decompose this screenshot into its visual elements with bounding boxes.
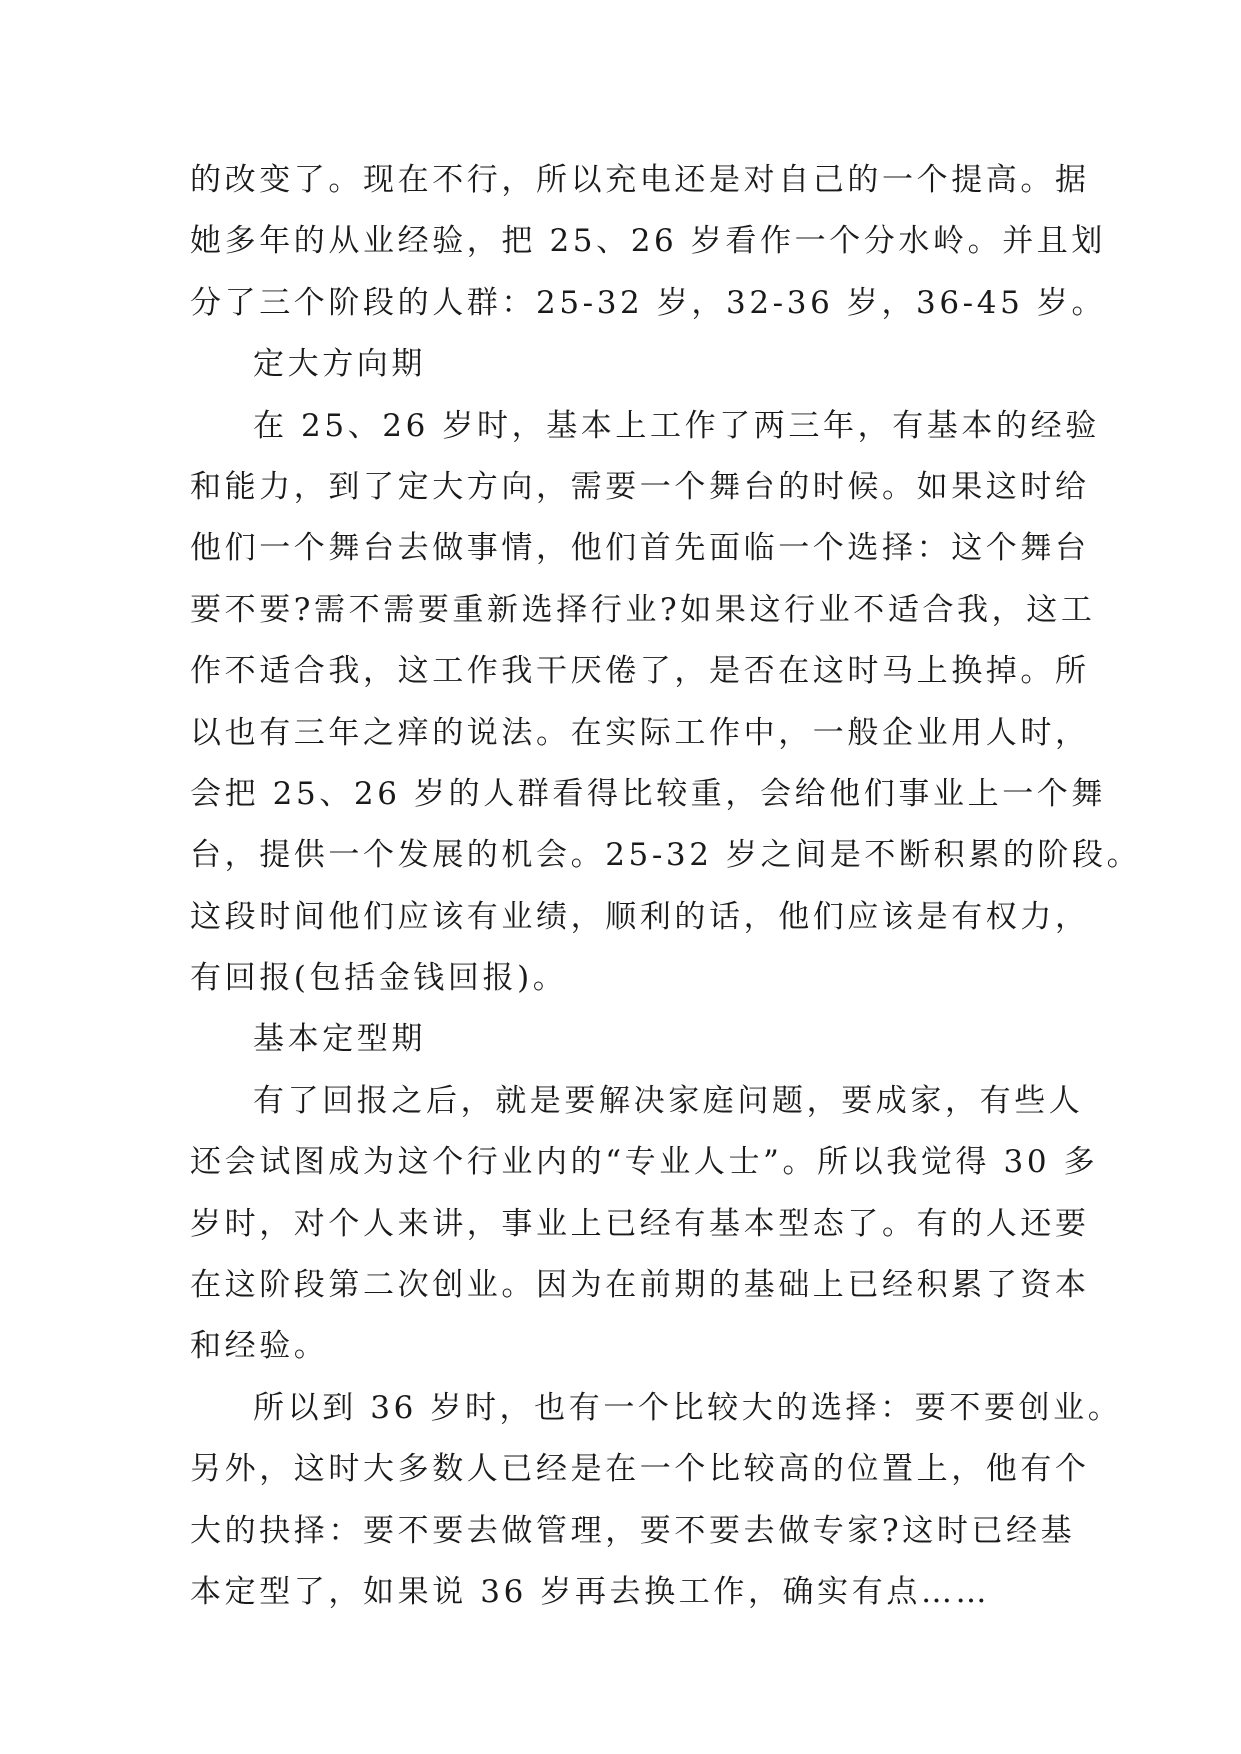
text-line: 本定型了，如果说 36 岁再去换工作，确实有点…… <box>190 1573 991 1610</box>
text-line: 在这阶段第二次创业。因为在前期的基础上已经积累了资本 <box>190 1267 1090 1304</box>
text-line: 岁时，对个人来讲，事业上已经有基本型态了。有的人还要 <box>190 1205 1090 1242</box>
text-line: 台，提供一个发展的机会。25-32 岁之间是不断积累的阶段。 <box>190 837 1142 874</box>
text-line: 所以到 36 岁时，也有一个比较大的选择：要不要创业。 <box>253 1389 1123 1426</box>
text-line: 这段时间他们应该有业绩，顺利的话，他们应该是有权力， <box>190 898 1090 935</box>
text-line: 和能力，到了定大方向，需要一个舞台的时候。如果这时给 <box>190 468 1090 505</box>
text-line: 大的抉择：要不要去做管理，要不要去做专家?这时已经基 <box>190 1512 1076 1549</box>
text-line: 另外，这时大多数人已经是在一个比较高的位置上，他有个 <box>190 1451 1090 1488</box>
section-heading: 基本定型期 <box>253 1021 426 1058</box>
text-line: 有了回报之后，就是要解决家庭问题，要成家，有些人 <box>253 1082 1084 1119</box>
text-line: 还会试图成为这个行业内的“专业人士”。所以我觉得 30 多 <box>190 1144 1099 1181</box>
text-line: 作不适合我，这工作我干厌倦了，是否在这时马上换掉。所 <box>190 653 1090 690</box>
document-page <box>190 150 1142 1623</box>
text-line: 有回报(包括金钱回报)。 <box>190 960 568 997</box>
text-line: 分了三个阶段的人群：25-32 岁，32-36 岁，36-45 岁。 <box>190 284 1107 321</box>
text-line: 会把 25、26 岁的人群看得比较重，会给他们事业上一个舞 <box>190 775 1106 812</box>
text-line: 和经验。 <box>190 1328 329 1365</box>
text-line: 以也有三年之痒的说法。在实际工作中，一般企业用人时， <box>190 714 1090 751</box>
text-line: 的改变了。现在不行，所以充电还是对自己的一个提高。据 <box>190 162 1090 198</box>
text-line: 他们一个舞台去做事情，他们首先面临一个选择：这个舞台 <box>190 530 1090 567</box>
text-line: 她多年的从业经验，把 25、26 岁看作一个分水岭。并且划 <box>190 223 1106 260</box>
text-line: 要不要?需不需要重新选择行业?如果这行业不适合我，这工 <box>190 591 1096 628</box>
text-line: 在 25、26 岁时，基本上工作了两三年，有基本的经验 <box>253 407 1100 444</box>
section-heading: 定大方向期 <box>253 346 426 383</box>
